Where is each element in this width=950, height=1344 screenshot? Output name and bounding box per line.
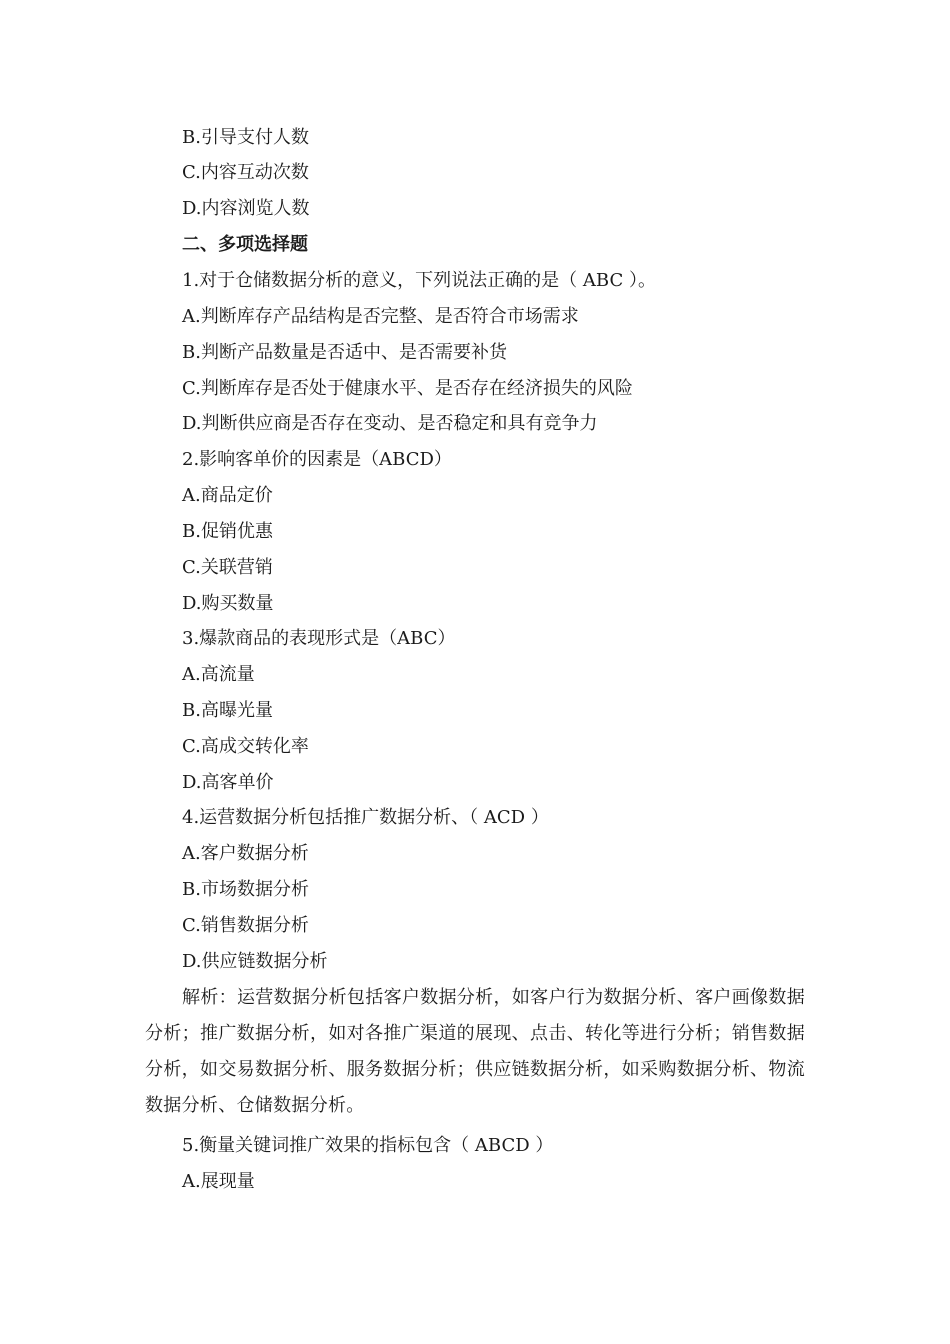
- q4-option-a: A.客户数据分析: [182, 843, 309, 864]
- q2-option-d: D.购买数量: [182, 593, 274, 614]
- q3-option-d: D.高客单价: [182, 772, 274, 793]
- q4-option-c: C.销售数据分析: [182, 915, 309, 936]
- q2-option-c: C.关联营销: [182, 557, 273, 578]
- q2-option-a: A.商品定价: [182, 485, 273, 506]
- option-d-content-viewers: D.内容浏览人数: [182, 198, 310, 219]
- q3-option-c: C.高成交转化率: [182, 736, 309, 757]
- question-3: 3.爆款商品的表现形式是（ABC）: [182, 628, 456, 649]
- q3-option-b: B.高曝光量: [182, 700, 273, 721]
- question-2: 2.影响客单价的因素是（ABCD）: [182, 449, 452, 470]
- q5-option-a: A.展现量: [182, 1171, 255, 1192]
- q3-option-a: A.高流量: [182, 664, 255, 685]
- q1-option-a: A.判断库存产品结构是否完整、是否符合市场需求: [182, 306, 579, 327]
- q4-option-d: D.供应链数据分析: [182, 951, 328, 972]
- q1-option-c: C.判断库存是否处于健康水平、是否存在经济损失的风险: [182, 378, 633, 399]
- section-heading-multiple-choice: 二、多项选择题: [182, 234, 308, 255]
- question-4: 4.运营数据分析包括推广数据分析、（ ACD ）: [182, 807, 549, 828]
- question-5: 5.衡量关键词推广效果的指标包含（ ABCD ）: [182, 1135, 554, 1156]
- q4-option-b: B.市场数据分析: [182, 879, 309, 900]
- q1-option-b: B.判断产品数量是否适中、是否需要补货: [182, 342, 507, 363]
- option-b-guide-payers: B.引导支付人数: [182, 127, 309, 148]
- q4-analysis-paragraph: 解析：运营数据分析包括客户数据分析，如客户行为数据分析、客户画像数据分析；推广数据分析，如对各推广渠道的展现、点击、转化等进行分析；销售数据分析，如交易数据分析、服务数据分析；供应链数据分析，如采购数据分析、物流数据分析、仓储数据分析。: [145, 987, 805, 1116]
- question-1: 1.对于仓储数据分析的意义，下列说法正确的是（ ABC ）。: [182, 270, 656, 291]
- q1-option-d: D.判断供应商是否存在变动、是否稳定和具有竞争力: [182, 413, 598, 434]
- q2-option-b: B.促销优惠: [182, 521, 273, 542]
- option-c-content-interactions: C.内容互动次数: [182, 162, 309, 183]
